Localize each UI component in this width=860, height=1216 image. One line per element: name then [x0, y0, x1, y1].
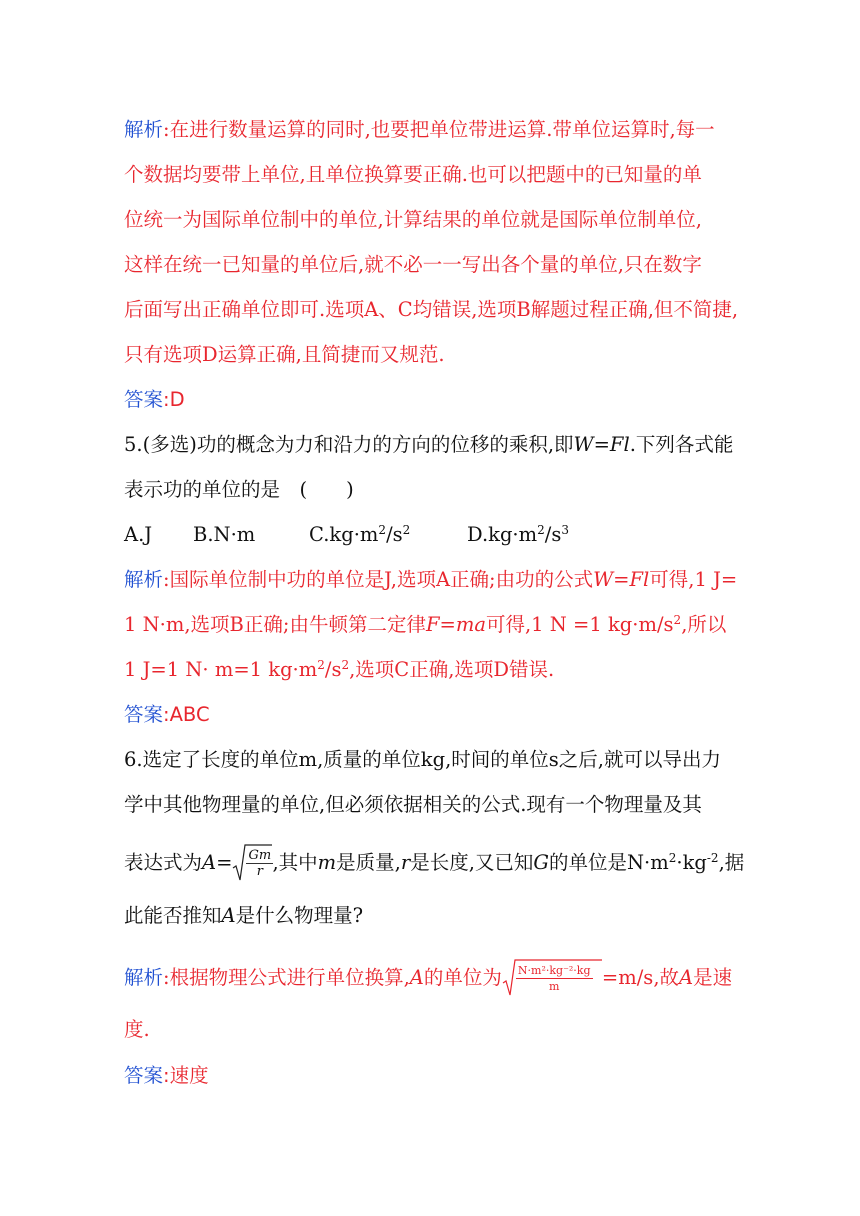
- q4-analysis-line-1: 解析:在进行数量运算的同时,也要把单位带进运算.带单位运算时,每一: [124, 118, 715, 141]
- q4-analysis-line-6: 只有选项D运算正确,且简捷而又规范.: [124, 343, 445, 366]
- q6-stem-line-1: 6.选定了长度的单位m,质量的单位kg,时间的单位s之后,就可以导出力: [124, 748, 721, 771]
- q6-stem-line-4: 此能否推知A是什么物理量?: [124, 904, 364, 927]
- q6-analysis-line-1: 解析:根据物理公式进行单位换算,A的单位为 $\frac{\text{N·m²·kg⁻²·kg}}{m}$ =m/s,故A是速: [124, 958, 732, 999]
- option-d: $D.kg\cdot m^2/s^3$: [467, 523, 569, 546]
- q4-analysis-line-2: 个数据均要带上单位,且单位换算要正确.也可以把题中的已知量的单: [124, 163, 702, 186]
- q5-analysis-line-2: 1 N·m,选项B正确;由牛顿第二定律F=ma可得,1 N =1 $kg\cdot m/s^2$,所以: [124, 613, 727, 636]
- q5-stem-line-1: 5.(多选)功的概念为力和沿力的方向的位移的乘积,即W=Fl.下列各式能: [124, 433, 734, 456]
- q4-analysis-line-5: 后面写出正确单位即可.选项A、C均错误,选项B解题过程正确,但不简捷,: [124, 298, 739, 321]
- analysis-label: 解析: [124, 966, 164, 989]
- q4-analysis-line-3: 位统一为国际单位制中的单位,计算结果的单位就是国际单位制单位,: [124, 208, 702, 231]
- q6-stem-line-3: 表达式为A= Gm r ,其中m是质量,r是长度,又已知G的单位是$N\cdot m^2\cdot kg^{-2}$,据: [124, 843, 744, 884]
- sqrt-unit-formula: $\frac{\text{N·m²·kg⁻²·kg}}{m}$: [502, 959, 602, 999]
- q5-stem-line-2: 表示功的单位的是 ( ): [124, 478, 354, 501]
- q6-analysis-line-2: 度.: [124, 1018, 150, 1041]
- q5-answer: [124, 702, 210, 728]
- q6-stem-line-2: 学中其他物理量的单位,但必须依据相关的公式.现有一个物理量及其: [124, 793, 702, 816]
- option-b: B.N·m: [193, 523, 256, 546]
- q5-analysis-line-1: 解析:国际单位制中功的单位是J,选项A正确;由功的公式W=Fl可得,1 J=: [124, 568, 738, 591]
- answer-value: :速度: [163, 1064, 209, 1087]
- q6-answer: [124, 1063, 209, 1089]
- q4-answer: [124, 387, 185, 413]
- analysis-label: 解析: [124, 118, 164, 141]
- analysis-label: 解析: [124, 568, 164, 591]
- sqrt-formula: Gm r: [232, 844, 272, 884]
- q4-analysis-line-4: 这样在统一已知量的单位后,就不必一一写出各个量的单位,只在数字: [124, 253, 702, 276]
- option-a: A.J: [124, 523, 153, 546]
- answer-value: :D: [163, 388, 185, 411]
- answer-label: 答案: [124, 703, 164, 726]
- option-c: $C.kg\cdot m^2/s^2$: [309, 523, 411, 546]
- answer-label: 答案: [124, 388, 164, 411]
- answer-value: :ABC: [163, 703, 210, 726]
- answer-label: 答案: [124, 1064, 164, 1087]
- q5-analysis-line-3: 1 J=1 N· m=1 $kg\cdot m^2/s^2$,选项C正确,选项D错误.: [124, 658, 555, 681]
